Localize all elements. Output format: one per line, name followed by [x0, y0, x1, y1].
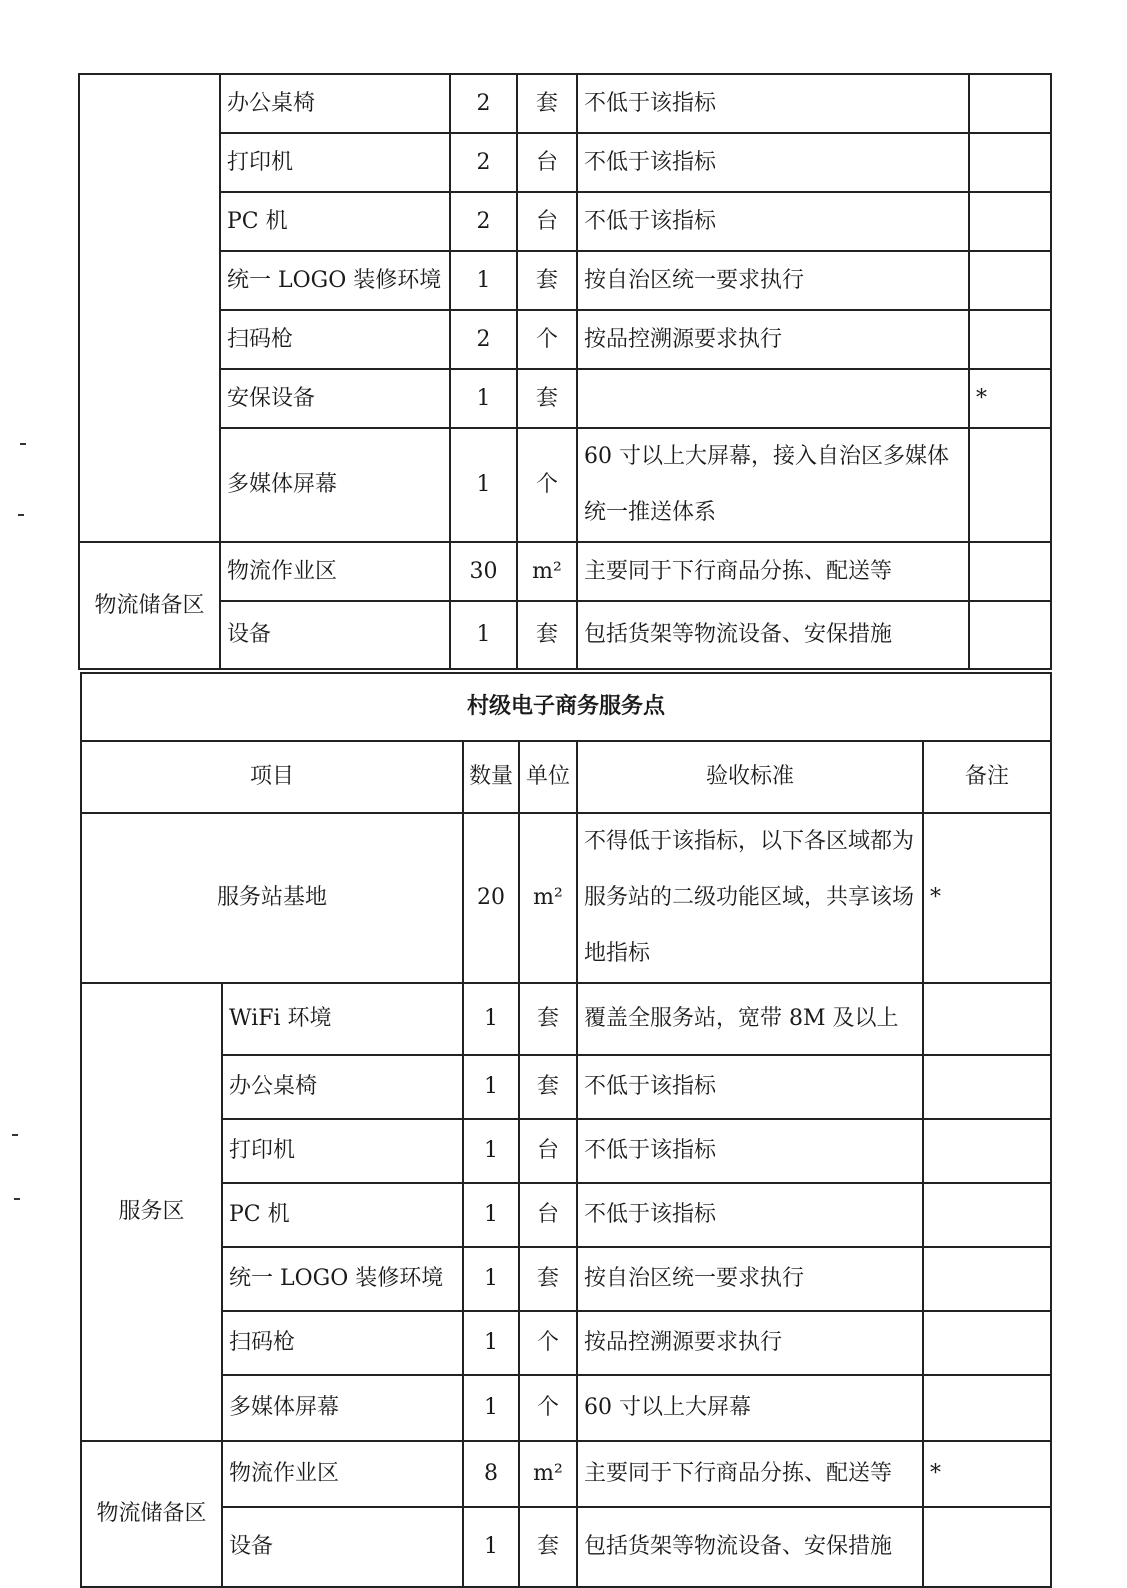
scan-mark	[18, 514, 24, 516]
standard-cell: 按品控溯源要求执行	[577, 310, 969, 369]
item-cell: 办公桌椅	[220, 74, 450, 133]
standard-cell: 按品控溯源要求执行	[577, 1311, 923, 1375]
unit-cell: 套	[519, 983, 577, 1055]
unit-cell: 个	[517, 310, 577, 369]
qty-cell: 2	[450, 310, 517, 369]
header-note: 备注	[923, 741, 1051, 813]
standard-cell: 包括货架等物流设备、安保措施	[577, 1507, 923, 1587]
qty-cell: 1	[450, 601, 517, 669]
standard-cell	[577, 369, 969, 428]
logistics-area-label: 物流储备区	[79, 542, 220, 669]
note-cell	[923, 1311, 1051, 1375]
standard-cell: 按自治区统一要求执行	[577, 251, 969, 310]
standard-cell: 按自治区统一要求执行	[577, 1247, 923, 1311]
note-cell	[923, 1119, 1051, 1183]
base-item-cell: 服务站基地	[81, 813, 463, 983]
note-cell	[969, 542, 1051, 601]
note-cell: *	[923, 1441, 1051, 1507]
qty-cell: 1	[463, 1055, 519, 1119]
unit-cell: m²	[517, 542, 577, 601]
standard-cell: 主要同于下行商品分拣、配送等	[577, 542, 969, 601]
qty-cell: 1	[463, 1119, 519, 1183]
unit-cell: 套	[519, 1055, 577, 1119]
qty-cell: 1	[463, 1507, 519, 1587]
unit-cell: 个	[519, 1311, 577, 1375]
note-cell	[923, 1055, 1051, 1119]
logistics-area-label: 物流储备区	[81, 1441, 222, 1587]
unit-cell: 套	[517, 369, 577, 428]
scan-mark	[20, 443, 26, 445]
qty-cell: 1	[463, 1183, 519, 1247]
upper-service-area-cell	[79, 74, 220, 542]
item-cell: PC 机	[220, 192, 450, 251]
header-item: 项目	[81, 741, 463, 813]
village-service-point-table	[80, 672, 1052, 1588]
qty-cell: 30	[450, 542, 517, 601]
qty-cell: 2	[450, 133, 517, 192]
item-cell: 统一 LOGO 装修环境	[222, 1247, 463, 1311]
qty-cell: 1	[463, 1375, 519, 1441]
standard-cell: 不低于该指标	[577, 74, 969, 133]
header-unit: 单位	[519, 741, 577, 813]
item-cell: PC 机	[222, 1183, 463, 1247]
unit-cell: 套	[517, 251, 577, 310]
item-cell: 办公桌椅	[222, 1055, 463, 1119]
item-cell: 安保设备	[220, 369, 450, 428]
unit-cell: 个	[517, 428, 577, 542]
item-cell: 打印机	[222, 1119, 463, 1183]
note-cell: *	[969, 369, 1051, 428]
qty-cell: 20	[463, 813, 519, 983]
note-cell: *	[923, 813, 1051, 983]
unit-cell: 台	[517, 192, 577, 251]
item-cell: 设备	[220, 601, 450, 669]
unit-cell: 套	[519, 1247, 577, 1311]
unit-cell: m²	[519, 1441, 577, 1507]
standard-cell: 不低于该指标	[577, 192, 969, 251]
header-qty: 数量	[463, 741, 519, 813]
qty-cell: 2	[450, 192, 517, 251]
standard-cell: 不低于该指标	[577, 1055, 923, 1119]
unit-cell: 套	[519, 1507, 577, 1587]
qty-cell: 2	[450, 74, 517, 133]
standard-cell: 不低于该指标	[577, 1183, 923, 1247]
header-standard: 验收标准	[577, 741, 923, 813]
unit-cell: 台	[517, 133, 577, 192]
standard-cell: 主要同于下行商品分拣、配送等	[577, 1441, 923, 1507]
note-cell	[969, 601, 1051, 669]
item-cell: 多媒体屏幕	[222, 1375, 463, 1441]
note-cell	[969, 192, 1051, 251]
note-cell	[923, 1247, 1051, 1311]
item-cell: 物流作业区	[220, 542, 450, 601]
upper-equipment-table	[78, 73, 1052, 670]
unit-cell: m²	[519, 813, 577, 983]
note-cell	[969, 251, 1051, 310]
qty-cell: 8	[463, 1441, 519, 1507]
item-cell: 物流作业区	[222, 1441, 463, 1507]
standard-cell: 包括货架等物流设备、安保措施	[577, 601, 969, 669]
note-cell	[923, 983, 1051, 1055]
qty-cell: 1	[450, 251, 517, 310]
qty-cell: 1	[450, 369, 517, 428]
qty-cell: 1	[450, 428, 517, 542]
qty-cell: 1	[463, 983, 519, 1055]
note-cell	[969, 310, 1051, 369]
standard-cell: 不得低于该指标，以下各区域都为服务站的二级功能区域，共享该场地指标	[577, 813, 923, 983]
note-cell	[969, 133, 1051, 192]
qty-cell: 1	[463, 1311, 519, 1375]
item-cell: 统一 LOGO 装修环境	[220, 251, 450, 310]
note-cell	[923, 1183, 1051, 1247]
unit-cell: 台	[519, 1183, 577, 1247]
scan-mark	[14, 1198, 20, 1200]
item-cell: 打印机	[220, 133, 450, 192]
note-cell	[969, 428, 1051, 542]
note-cell	[969, 74, 1051, 133]
item-cell: WiFi 环境	[222, 983, 463, 1055]
unit-cell: 套	[517, 74, 577, 133]
section-title: 村级电子商务服务点	[81, 673, 1051, 741]
standard-cell: 覆盖全服务站，宽带 8M 及以上	[577, 983, 923, 1055]
standard-cell: 60 寸以上大屏幕，接入自治区多媒体统一推送体系	[577, 428, 969, 542]
scan-mark	[12, 1134, 18, 1136]
note-cell	[923, 1375, 1051, 1441]
service-area-label: 服务区	[81, 983, 222, 1441]
note-cell	[923, 1507, 1051, 1587]
item-cell: 扫码枪	[222, 1311, 463, 1375]
unit-cell: 套	[517, 601, 577, 669]
qty-cell: 1	[463, 1247, 519, 1311]
item-cell: 扫码枪	[220, 310, 450, 369]
item-cell: 设备	[222, 1507, 463, 1587]
unit-cell: 台	[519, 1119, 577, 1183]
standard-cell: 60 寸以上大屏幕	[577, 1375, 923, 1441]
item-cell: 多媒体屏幕	[220, 428, 450, 542]
unit-cell: 个	[519, 1375, 577, 1441]
standard-cell: 不低于该指标	[577, 1119, 923, 1183]
standard-cell: 不低于该指标	[577, 133, 969, 192]
